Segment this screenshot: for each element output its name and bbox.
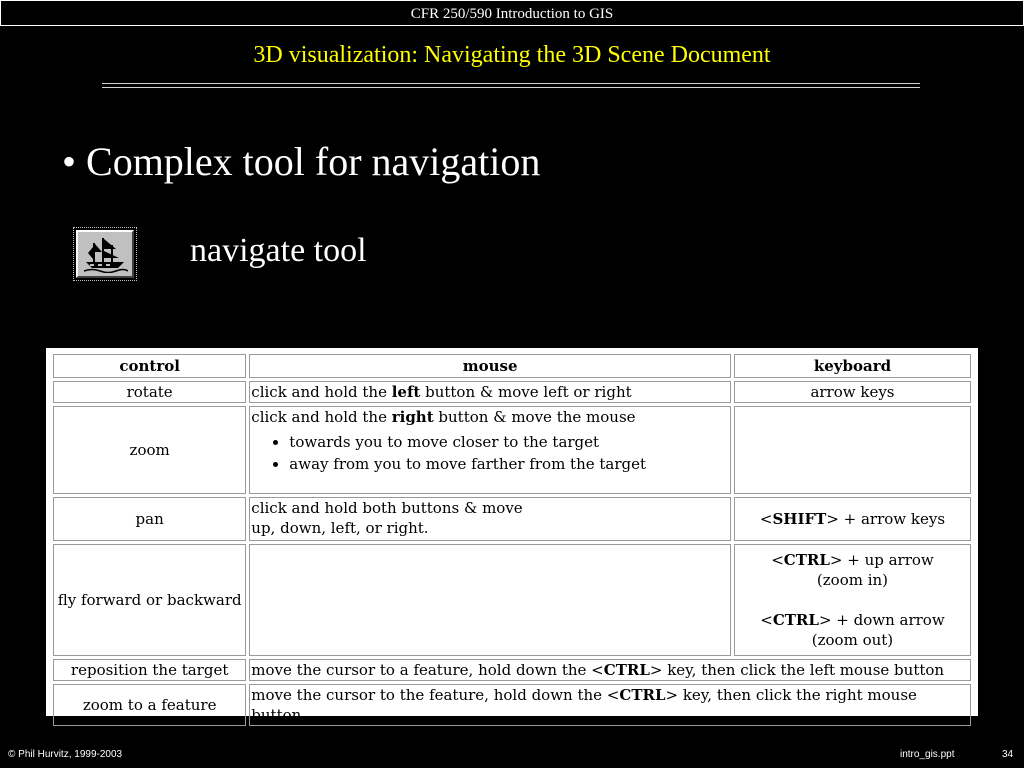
header-mouse: mouse — [249, 354, 731, 378]
table-row — [53, 544, 971, 656]
bullet-mark: • — [62, 139, 77, 184]
mouse-cell: click and hold both buttons & move up, down, left, or right. — [249, 497, 731, 541]
course-header — [0, 0, 1024, 26]
keyboard-cell — [734, 406, 971, 494]
course-title: CFR 250/590 Introduction to GIS — [410, 6, 614, 22]
mouse-cell — [249, 544, 731, 656]
footer-filename: intro_gis.ppt — [900, 749, 955, 760]
navigation-table — [46, 348, 978, 724]
table-header-row — [53, 354, 971, 378]
mouse-cell: click and hold the right button & move the mouse • towards you to move closer to the target • away from you to move farther from the target — [249, 406, 731, 494]
sailboat-navigate-icon — [82, 235, 128, 273]
control-cell: reposition the target — [53, 659, 246, 681]
table-row — [53, 381, 971, 403]
footer-page-number: 34 — [1002, 749, 1014, 760]
list-item: • away from you to move farther from the target — [289, 453, 729, 475]
title-divider — [102, 83, 920, 88]
footer-copyright: © Phil Hurvitz, 1999-2003 — [8, 749, 123, 760]
navigate-tool-button[interactable] — [76, 230, 134, 278]
bullet-text: Complex tool for navigation — [86, 139, 541, 184]
bullet-point — [62, 138, 540, 185]
slide-title: 3D visualization: Navigating the 3D Scene Document — [253, 42, 771, 68]
table-row — [53, 684, 971, 726]
control-cell: zoom — [53, 406, 246, 494]
keyboard-cell: arrow keys — [734, 381, 971, 403]
keyboard-cell: <CTRL> + up arrow (zoom in) <CTRL> + down arrow (zoom out) — [734, 544, 971, 656]
mouse-cell: move the cursor to the feature, hold down the <CTRL> key, then click the right mouse button — [249, 684, 971, 726]
header-control: control — [53, 354, 246, 378]
control-cell: pan — [53, 497, 246, 541]
control-cell: fly forward or backward — [53, 544, 246, 656]
table-row — [53, 406, 971, 494]
mouse-cell: move the cursor to a feature, hold down the <CTRL> key, then click the left mouse button — [249, 659, 971, 681]
keyboard-cell: <SHIFT> + arrow keys — [734, 497, 971, 541]
navigate-tool-label: navigate tool — [190, 232, 367, 269]
list-item: • towards you to move closer to the target — [289, 431, 729, 453]
table-row — [53, 659, 971, 681]
control-cell: rotate — [53, 381, 246, 403]
header-keyboard: keyboard — [734, 354, 971, 378]
mouse-cell: click and hold the left button & move left or right — [249, 381, 731, 403]
table-row — [53, 497, 971, 541]
control-cell: zoom to a feature — [53, 684, 246, 726]
zoom-bullet-list — [271, 431, 729, 475]
